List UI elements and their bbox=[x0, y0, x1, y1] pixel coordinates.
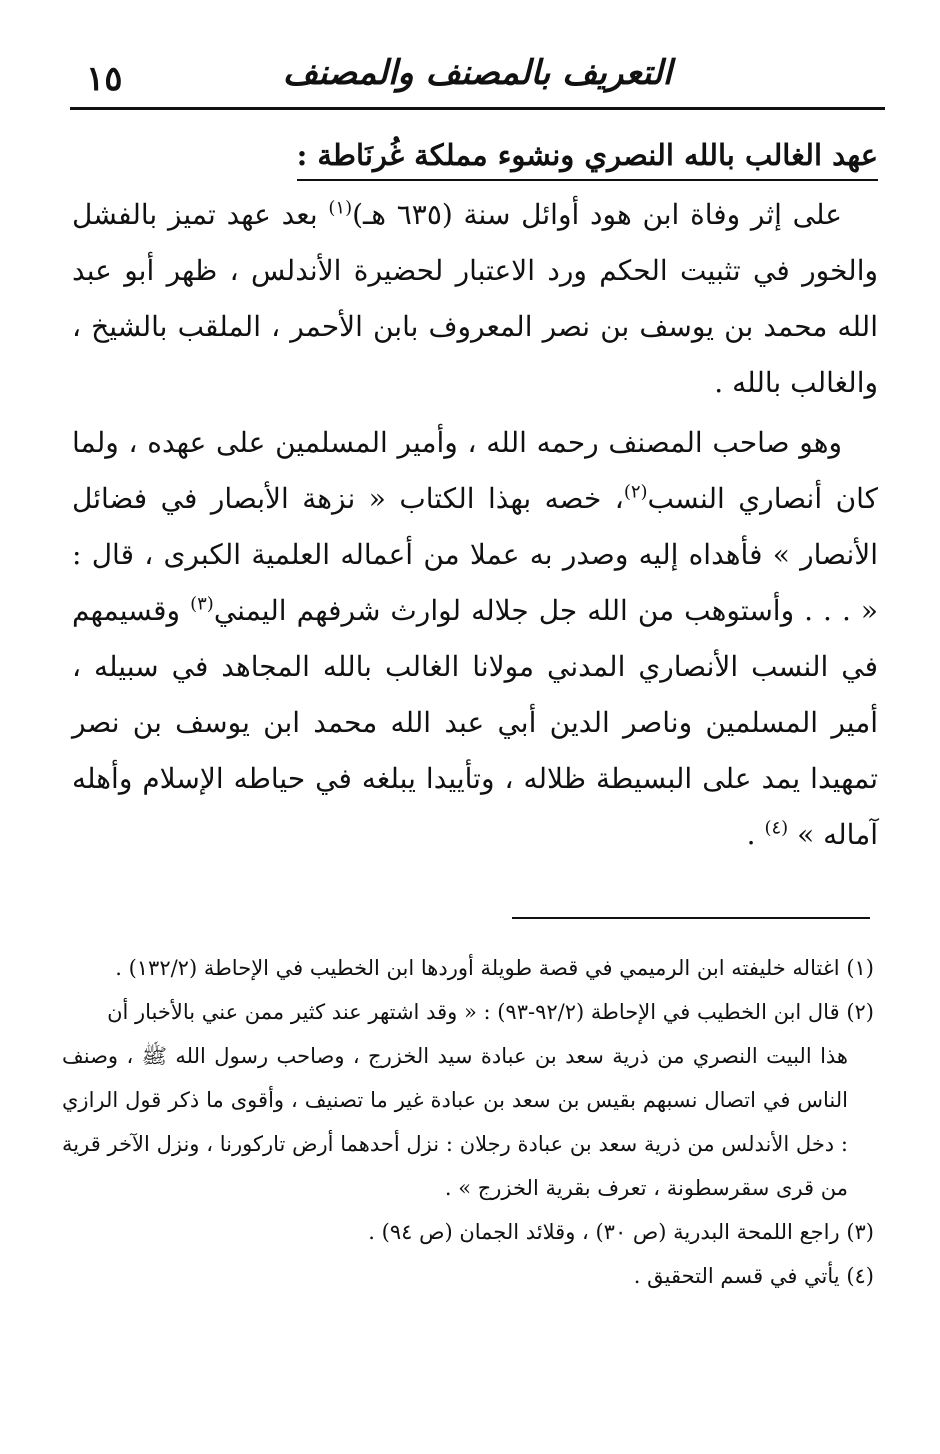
footnote-3-number: (٣) bbox=[846, 1220, 874, 1244]
paragraph-1-text-a: على إثر وفاة ابن هود أوائل سنة (٦٣٥ هـ) bbox=[352, 198, 842, 231]
paragraph-2-text-b: ، خصه بهذا الكتاب « نزهة الأبصار في فضائل الأنصار » فأهداه إليه وصدر به عملا من أعماله العلمية الكبرى ، قال : « . . . وأستوهب من الله جل جلاله لوارث شرفهم اليمني bbox=[72, 482, 879, 627]
footnote-separator bbox=[512, 917, 870, 919]
footnote-3-text: راجع اللمحة البدرية (ص ٣٠) ، وقلائد الجمان (ص ٩٤) . bbox=[368, 1220, 847, 1244]
footnote-2-number: (٢) bbox=[846, 1000, 874, 1024]
footnotes bbox=[62, 946, 874, 1298]
footnote-2-text: قال ابن الخطيب في الإحاطة (٩٢/٢-٩٣) : « وقد اشتهر عند كثير ممن عني بالأخبار أن bbox=[107, 1000, 847, 1024]
footnote-ref-2: (٢) bbox=[623, 481, 648, 503]
footnote-2 bbox=[62, 990, 874, 1210]
paragraph-1-text-b: بعد عهد تميز بالفشل والخور في تثبيت الحكم ورد الاعتبار لحضيرة الأندلس ، ظهر أبو عبد الله محمد بن يوسف بن نصر المعروف بابن الأحمر ، الملقب بالشيخ ، والغالب بالله . bbox=[72, 198, 878, 399]
footnote-4-text: يأتي في قسم التحقيق . bbox=[633, 1264, 847, 1288]
paragraph-2 bbox=[72, 415, 878, 863]
footnote-4-number: (٤) bbox=[846, 1264, 874, 1288]
page-number: ١٥ bbox=[86, 59, 123, 99]
main-text bbox=[72, 128, 878, 863]
footnote-ref-3: (٣) bbox=[190, 593, 214, 615]
footnote-2-continuation: هذا البيت النصري من ذرية سعد بن عبادة سيد الخزرج ، وصاحب رسول الله ﷺ ، وصنف الناس في اتصال نسبهم بقيس بن سعد بن عبادة غير ما تصنيف ، وأقوى ما ذكر قول الرازي : دخل الأندلس من ذرية سعد بن عبادة رجلان : نزل أحدهما أرض تاركورنا ، ونزل الآخر قرية من قرى سقرسطونة ، تعرف بقرية الخزرج » . bbox=[62, 1044, 848, 1200]
paragraph-2-text-a: وهو صاحب المصنف رحمه الله ، وأمير المسلمين على عهده ، ولما كان أنصاري النسب bbox=[72, 426, 879, 515]
footnote-4 bbox=[62, 1254, 874, 1298]
header-rule bbox=[70, 107, 885, 110]
paragraph-1 bbox=[72, 187, 878, 411]
paragraph-2-text-d: . bbox=[746, 818, 765, 851]
page-header bbox=[70, 45, 885, 111]
footnote-ref-1: (١) bbox=[328, 197, 353, 219]
footnote-1 bbox=[62, 946, 874, 990]
footnote-ref-4: (٤) bbox=[764, 817, 789, 839]
footnote-1-number: (١) bbox=[846, 956, 874, 980]
section-heading: عهد الغالب بالله النصري ونشوء مملكة غُرنَاطة : bbox=[297, 131, 878, 181]
footnote-1-text: اغتاله خليفته ابن الرميمي في قصة طويلة أوردها ابن الخطيب في الإحاطة (١٣٢/٢) . bbox=[115, 956, 847, 980]
paragraph-2-text-c: وقسيمهم في النسب الأنصاري المدني مولانا الغالب بالله المجاهد في سبيله ، أمير المسلمين وناصر الدين أبي عبد الله محمد ابن يوسف بن نصر تمهيدا يمد على البسيطة ظلاله ، وتأييدا يبلغه في حياطه الإسلام وأهله آماله » bbox=[72, 594, 878, 851]
running-title: التعريف بالمصنف والمصنف bbox=[282, 53, 673, 93]
footnote-3 bbox=[62, 1210, 874, 1254]
